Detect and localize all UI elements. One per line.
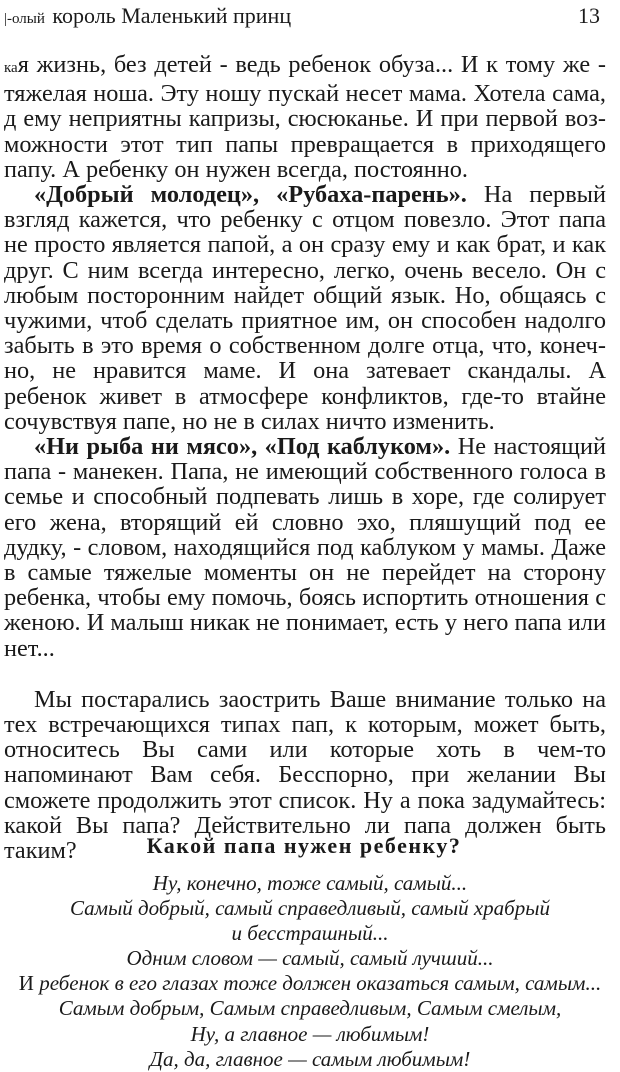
paragraph-3-heading: «Ни рыба ни мясо», «Под каблуком». — [34, 433, 451, 461]
paragraph-gap — [4, 661, 606, 687]
poem-line: Одним словом — самый, самый лучший... — [126, 946, 494, 971]
poem-line: Ну, а главное — любимым! — [190, 1021, 430, 1046]
paragraph-1-text: я жизнь, без детей - ведь ребенок обуза... И к тому же - тяжелая ноша. Эту ношу пускай несет мама. Хотела сама, д ему неприятны капризы, сюсюканье. И при первой возможности этот тип папы превращается в приходящего папу. А ребенку он нужен всегда, постоянно. — [4, 51, 606, 183]
paragraph-1 — [4, 52, 606, 182]
body-text — [4, 52, 606, 863]
running-title: король Маленький принц — [52, 3, 292, 28]
poem-line-text: ребенок в его глазах тоже должен оказаться самым, самым... — [39, 971, 602, 996]
paragraph-4-text: Мы постарались заострить Ваше внимание только на тех встречающихся типах пап, к которым, может быть, относитесь Вы сами или которые хоть в чем-то напоминают Вам себя. Бесспорно, при желании Вы сможете продолжить этот список. Ну а пока задумайтесь: какой Вы папа? Действительно ли папа должен быть таким? — [4, 685, 606, 865]
page-header — [4, 2, 612, 32]
paragraph-1-fragment: ка — [4, 60, 18, 76]
paragraph-2-text: На первый взгляд кажется, что ребенку с отцом повезло. Этот папа не просто является папой, а он сразу ему и как брат, и как друг. С ним всегда интересно, легко, очень весело. Он с любым посторонним найдет общий язык. Но, общаясь с чужими, чтоб сделать приятное им, он способен надолго забыть в это время о собственном долге отца, что, конечно, не нравится маме. И она затевает скандалы. А ребенок живет в атмосфере конфликтов, где-то втайне сочувствуя папе, но не в силах ничто изменить. — [4, 181, 606, 435]
poem-line: Самый добрый, самый справедливый, самый храбрый — [70, 896, 550, 921]
poem-line — [0, 971, 620, 996]
header-prefix: |-олый — [4, 11, 45, 27]
paragraph-3 — [4, 434, 606, 661]
poem — [0, 871, 620, 1072]
paragraph-2 — [4, 182, 606, 434]
page-number: 13 — [578, 3, 600, 28]
section-heading: Какой папа нужен ребенку? — [146, 833, 462, 858]
paragraph-2-heading: «Добрый молодец», «Рубаха-парень». — [34, 181, 467, 209]
poem-line: и бесстрашный... — [231, 921, 389, 946]
poem-line-prefix: И — [18, 971, 34, 996]
paragraph-3-text: Не настоящий папа - манекен. Папа, не имеющий собственного голоса в семье и способный подпевать лишь в хоре, где солирует его жена, вторящий ей словно эхо, пляшущий под ее дудку, - словом, находящийся под каблуком у мамы. Даже в самые тяжелые моменты он не перейдет на сторону ребенка, чтобы ему помочь, боясь испортить отношения с женою. И малыш никак не понимает, есть у него папа или нет... — [4, 433, 606, 662]
poem-line: Ну, конечно, тоже самый, самый... — [152, 871, 468, 895]
poem-line: Самым добрым, Самым справедливым, Самым смелым, — [58, 996, 562, 1021]
poem-line: Да, да, главное — самым любимым! — [149, 1046, 471, 1071]
